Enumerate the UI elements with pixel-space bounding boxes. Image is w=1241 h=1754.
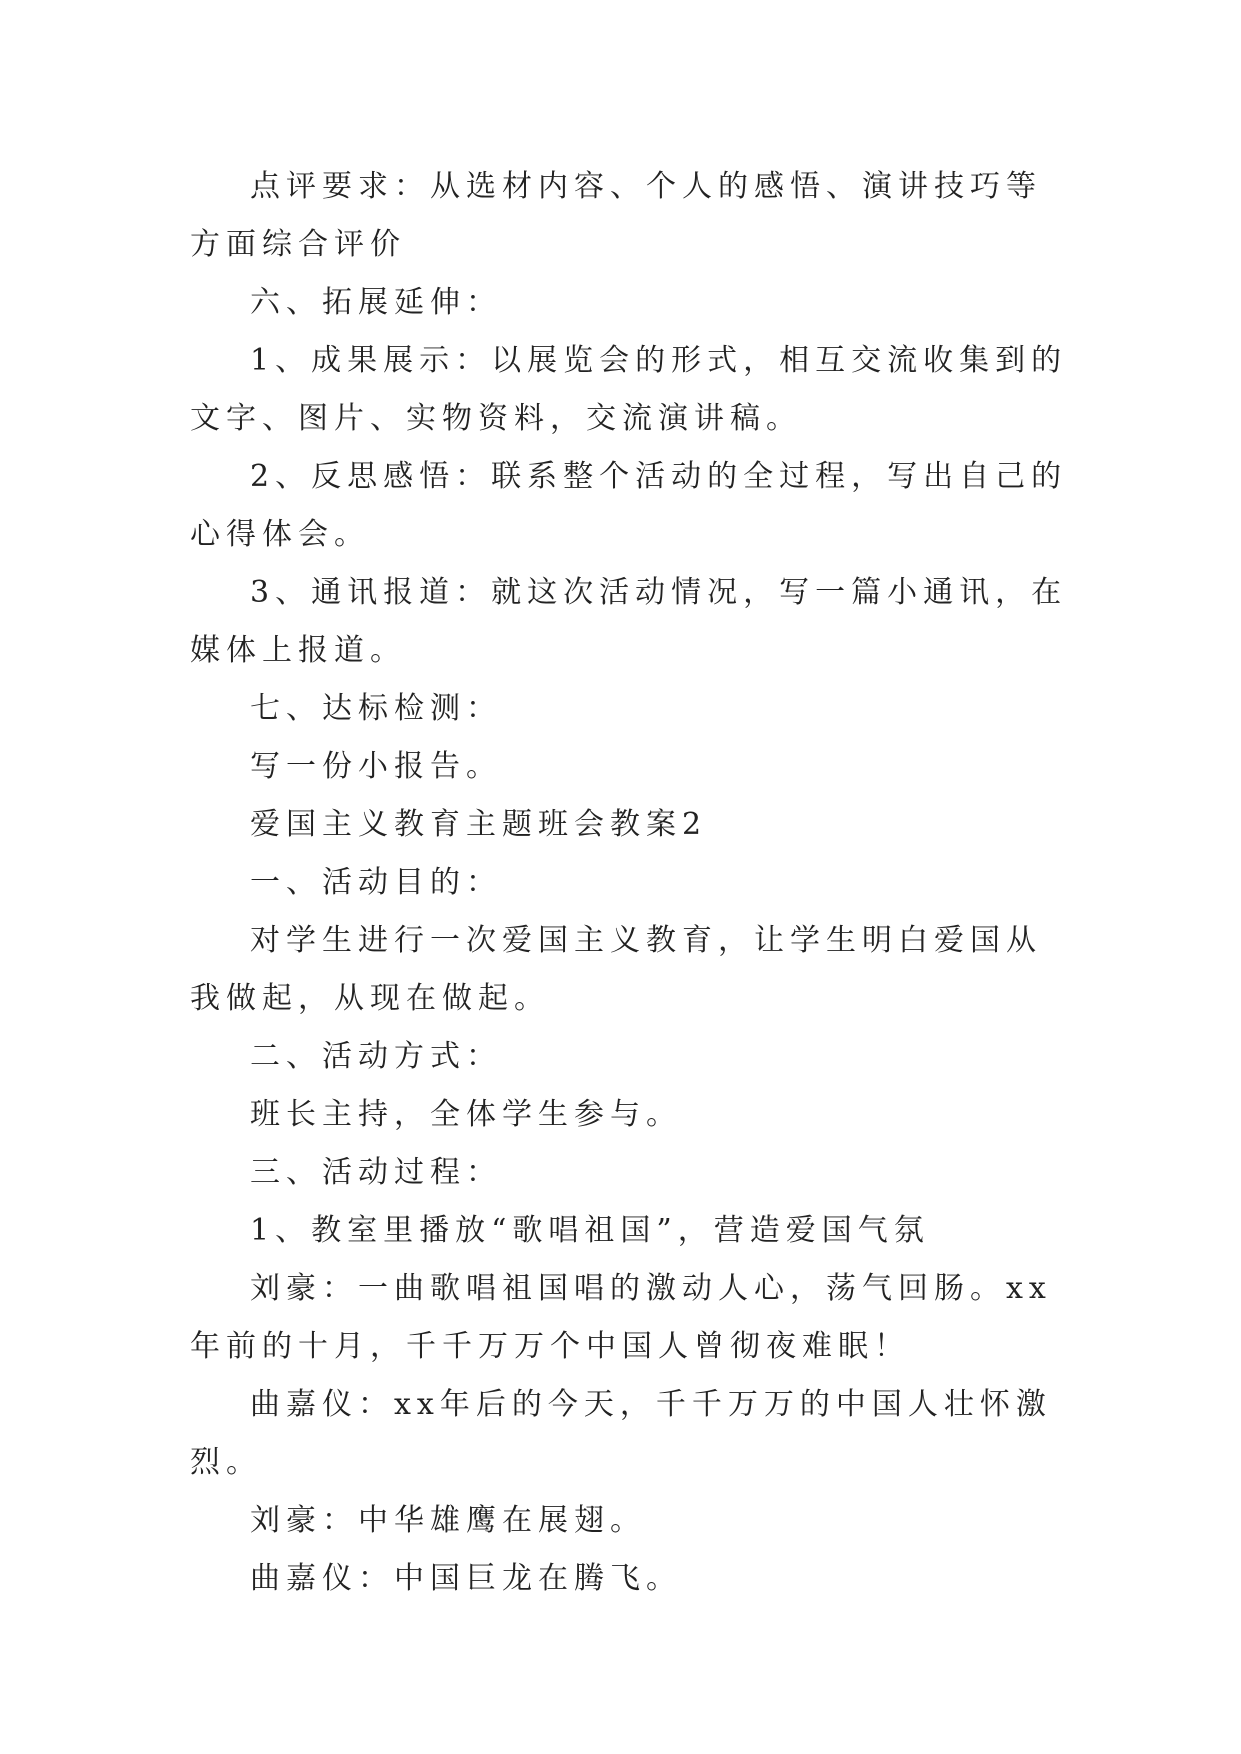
paragraph-small-report: 写一份小报告。 [250,749,502,784]
document-body [190,158,1070,1608]
dialogue-line: 曲嘉仪：xx年后的今天，千千万万的中国人壮怀激烈。 [190,1387,1052,1480]
paragraph-activity-purpose: 对学生进行一次爱国主义教育，让学生明白爱国从我做起，从现在做起。 [190,923,1042,1016]
heading-activity-method: 二、活动方式： [250,1039,502,1074]
lesson-plan-title: 爱国主义教育主题班会教案2 [250,807,708,842]
heading-section-six: 六、拓展延伸： [250,285,502,320]
paragraph-reflection: 2、反思感悟：联系整个活动的全过程，写出自己的心得体会。 [190,459,1068,552]
dialogue-line: 刘豪：一曲歌唱祖国唱的激动人心，荡气回肠。xx年前的十月，千千万万个中国人曾彻夜难眠！ [190,1271,1052,1364]
paragraph-activity-method: 班长主持，全体学生参与。 [250,1097,682,1132]
paragraph-results-display: 1、成果展示：以展览会的形式，相互交流收集到的文字、图片、实物资料，交流演讲稿。 [190,343,1068,436]
paragraph-review-requirements: 点评要求：从选材内容、个人的感悟、演讲技巧等方面综合评价 [190,169,1042,262]
heading-section-seven: 七、达标检测： [250,691,502,726]
heading-activity-purpose: 一、活动目的： [250,865,502,900]
heading-activity-process: 三、活动过程： [250,1155,502,1190]
dialogue-line: 曲嘉仪：中国巨龙在腾飞。 [250,1561,682,1596]
paragraph-news-report: 3、通讯报道：就这次活动情况，写一篇小通讯，在媒体上报道。 [190,575,1068,668]
paragraph-play-song: 1、教室里播放“歌唱祖国”，营造爱国气氛 [250,1213,930,1248]
dialogue-line: 刘豪：中华雄鹰在展翅。 [250,1503,646,1538]
